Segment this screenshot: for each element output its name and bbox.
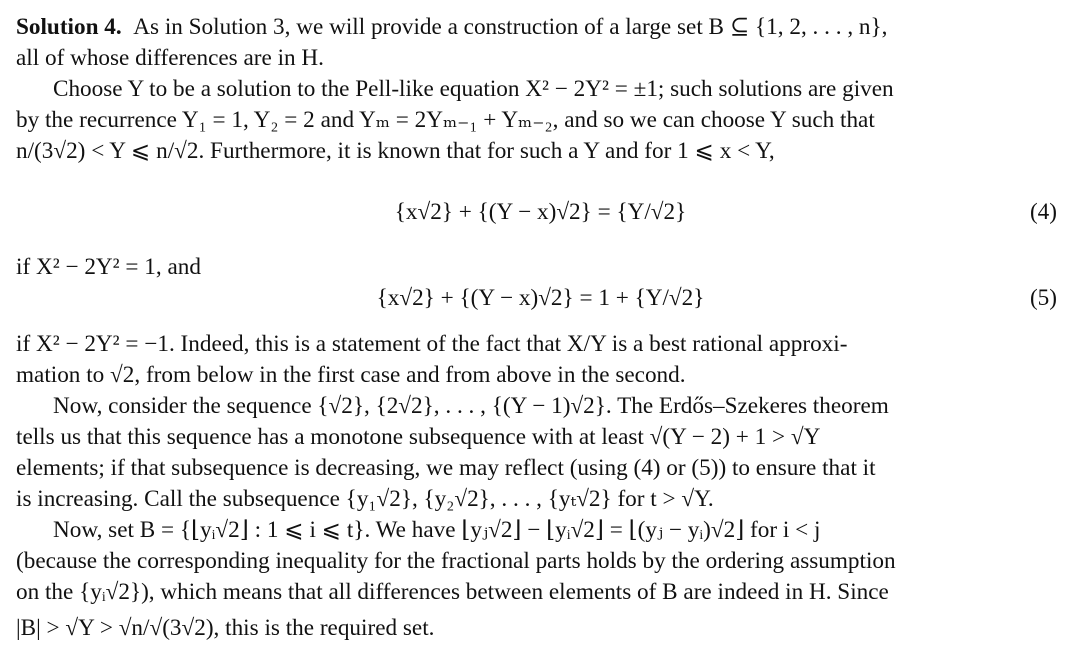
equation-4-number: (4): [1029, 199, 1057, 225]
paragraph-4-line-3: elements; if that subsequence is decreasing, we may reflect (using (4) or (5)) to ensure that it: [16, 455, 876, 481]
paragraph-5-line-4: |B| > √Y > √n/√(3√2), this is the required set.: [16, 615, 435, 641]
paragraph-5-line-1: Now, set B = {⌊yᵢ√2⌋ : 1 ⩽ i ⩽ t}. We have ⌊yⱼ√2⌋ − ⌊yᵢ√2⌋ = ⌊(yⱼ − yᵢ)√2⌋ for i < j: [53, 517, 821, 543]
paragraph-3-line-2: mation to √2, from below in the first case and from above in the second.: [16, 362, 686, 388]
equation-5-number: (5): [1029, 285, 1057, 311]
paragraph-3-line-1: if X² − 2Y² = −1. Indeed, this is a statement of the fact that X/Y is a best rational approxi-: [16, 331, 848, 357]
between-equations-text: if X² − 2Y² = 1, and: [16, 254, 201, 280]
paragraph-1-line-1: [16, 12, 887, 42]
solution-heading: Solution 4.: [16, 14, 122, 40]
paragraph-4-line-1: Now, consider the sequence {√2}, {2√2}, . . . , {(Y − 1)√2}. The Erdős–Szekeres theorem: [53, 393, 889, 419]
paragraph-5-line-3: on the {yᵢ√2}), which means that all differences between elements of B are indeed in H. Since: [16, 579, 889, 605]
paragraph-2-line-2: by the recurrence Y₁ = 1, Y₂ = 2 and Yₘ = 2Yₘ₋₁ + Yₘ₋₂, and so we can choose Y such that: [16, 107, 875, 133]
paragraph-5-line-2: (because the corresponding inequality for the fractional parts holds by the ordering assumption: [16, 548, 896, 574]
equation-4: {x√2} + {(Y − x)√2} = {Y/√2}: [394, 199, 687, 225]
paragraph-4-line-4: is increasing. Call the subsequence {y₁√2}, {y₂√2}, . . . , {yₜ√2} for t > √Y.: [16, 486, 714, 512]
paragraph-1-text: As in Solution 3, we will provide a construction of a large set B ⊆ {1, 2, . . . , n},: [133, 14, 888, 40]
paragraph-2-line-1: Choose Y to be a solution to the Pell-like equation X² − 2Y² = ±1; such solutions are given: [53, 76, 894, 102]
paragraph-1-line-2: all of whose differences are in H.: [16, 45, 324, 71]
equation-5: {x√2} + {(Y − x)√2} = 1 + {Y/√2}: [376, 285, 705, 311]
paragraph-2-line-3: n/(3√2) < Y ⩽ n/√2. Furthermore, it is known that for such a Y and for 1 ⩽ x < Y,: [16, 138, 775, 164]
paragraph-4-line-2: tells us that this sequence has a monotone subsequence with at least √(Y − 2) + 1 > √Y: [16, 424, 821, 450]
